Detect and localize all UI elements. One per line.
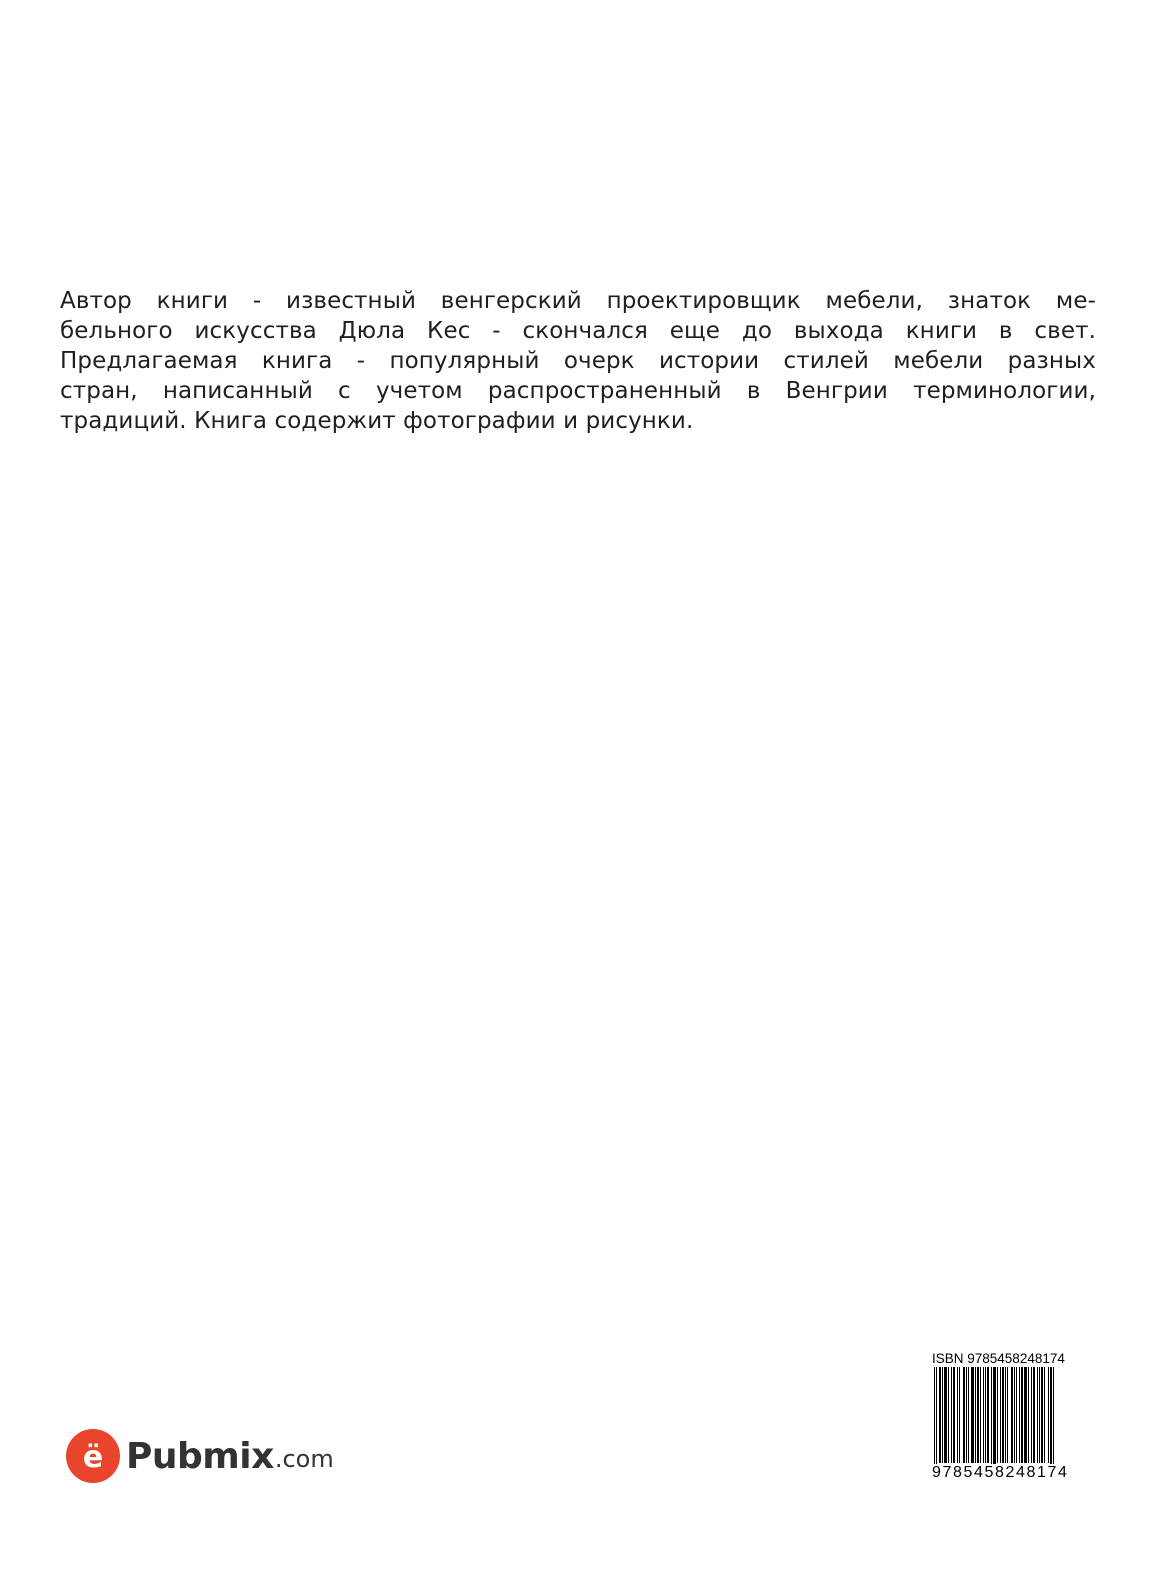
barcode-bar [1044, 1367, 1045, 1463]
barcode-bar [939, 1367, 941, 1463]
barcode-bar [975, 1367, 976, 1463]
publisher-name: Pubmix [126, 1435, 274, 1477]
isbn-barcode [932, 1351, 1092, 1485]
barcode-bar [953, 1367, 955, 1463]
pubmix-logo-icon [66, 1429, 120, 1483]
barcode-bar [991, 1367, 992, 1471]
barcode-bar [1053, 1367, 1054, 1471]
barcode-bar [957, 1367, 958, 1463]
description-line: стран, написанный с учетом распространенный в Венгрии терминологии, [60, 378, 1096, 404]
barcode-bar [971, 1367, 974, 1463]
barcode-bar [948, 1367, 949, 1463]
barcode-bar [1007, 1367, 1008, 1463]
barcode-bar [959, 1367, 960, 1463]
barcode-bar [1041, 1367, 1043, 1463]
barcode-bar [942, 1367, 943, 1463]
barcode-bar [993, 1367, 996, 1471]
barcode-bar [1024, 1367, 1027, 1463]
barcode-bar [1011, 1367, 1013, 1463]
barcode-bar [1039, 1367, 1040, 1463]
barcode-bar [1031, 1367, 1032, 1463]
barcode-bar [983, 1367, 984, 1463]
isbn-digits: 9785458248174 [932, 1464, 1090, 1482]
barcode-bar [1014, 1367, 1015, 1463]
publisher-logo [66, 1427, 334, 1485]
barcode-bar [1019, 1367, 1020, 1463]
barcode-bar [936, 1367, 937, 1471]
barcode-bar [1028, 1367, 1029, 1463]
barcode-bar [1005, 1367, 1006, 1463]
barcode-bar [1037, 1367, 1038, 1463]
isbn-label: ISBN 9785458248174 [932, 1351, 1065, 1366]
logo-glyph: ё [82, 1440, 104, 1475]
barcode-bar [963, 1367, 965, 1463]
barcode-bar [951, 1367, 952, 1463]
barcode-bar [966, 1367, 967, 1463]
barcode-bar [997, 1367, 998, 1463]
barcode-bar [987, 1367, 989, 1463]
barcode-bar [1021, 1367, 1023, 1463]
description-line: Предлагаемая книга - популярный очерк истории стилей мебели разных [60, 348, 1096, 374]
barcode-bar [1048, 1367, 1049, 1463]
back-cover-description [60, 286, 1096, 436]
publisher-domain: .com [274, 1445, 334, 1473]
description-line: традиций. Книга содержит фотографии и рисунки. [60, 408, 694, 434]
barcode-bar [985, 1367, 986, 1463]
barcode-bar [968, 1367, 969, 1463]
description-line: бельного искусства Дюла Кес - скончался еще до выхода книги в свет. [60, 318, 1096, 344]
barcode-bar [1050, 1367, 1052, 1471]
barcode-bar [1016, 1367, 1017, 1463]
barcode-bar [944, 1367, 947, 1463]
barcode-icon [932, 1367, 1090, 1471]
barcode-bar [1002, 1367, 1004, 1463]
barcode-bar [980, 1367, 981, 1463]
barcode-bar [1033, 1367, 1035, 1463]
barcode-bar [934, 1367, 935, 1471]
description-line: Автор книги - известный венгерский проектировщик мебели, знаток ме- [60, 288, 1096, 314]
barcode-bar [977, 1367, 979, 1463]
barcode-bar [1000, 1367, 1001, 1463]
